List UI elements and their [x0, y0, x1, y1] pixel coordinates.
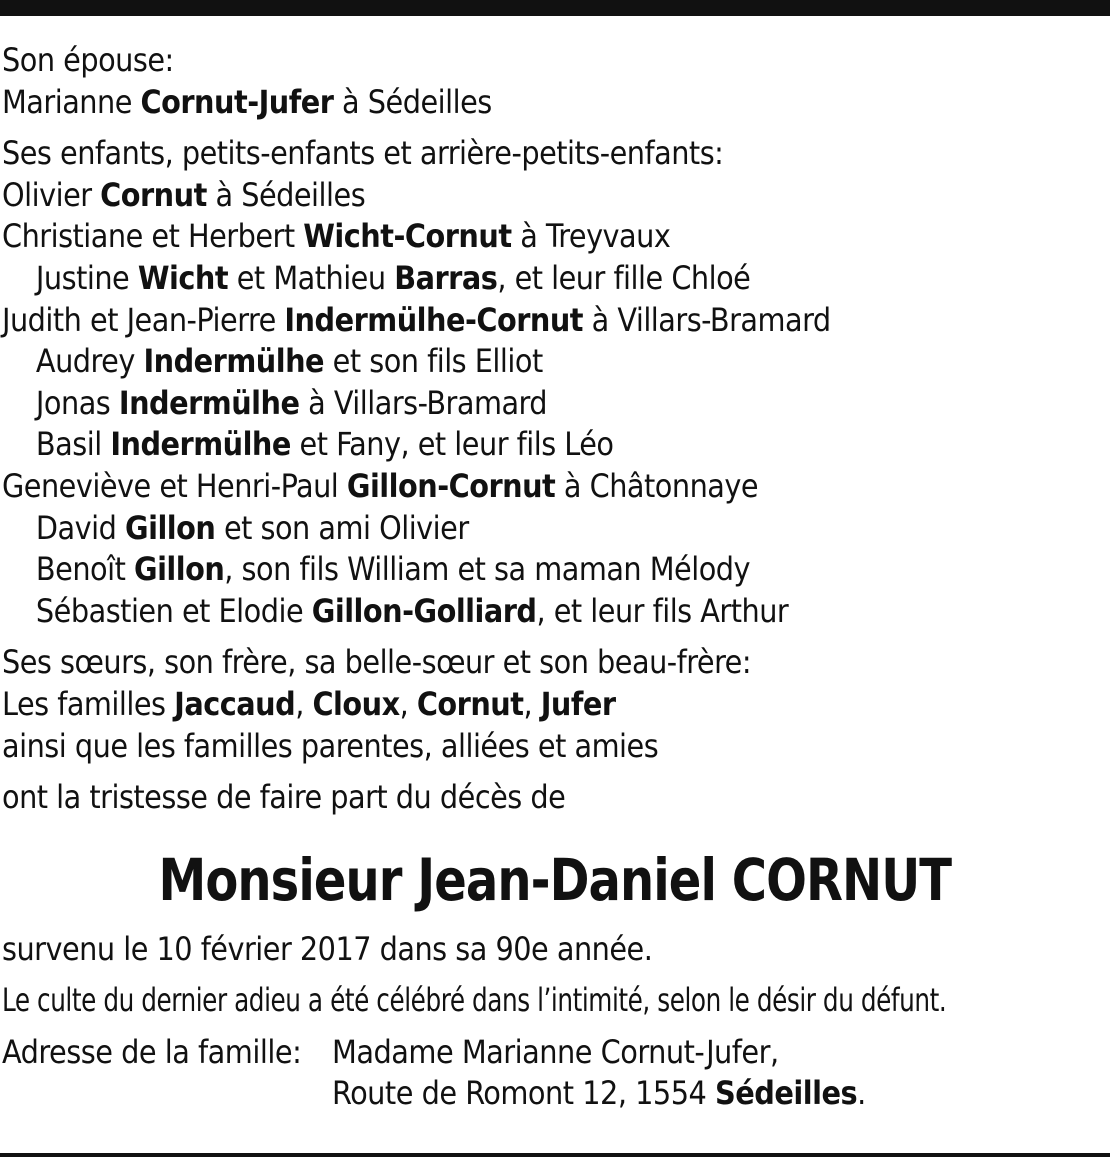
separator: , — [295, 684, 313, 723]
separator: , — [523, 684, 541, 723]
family-line — [2, 591, 1106, 633]
family-surname: Gillon-Golliard — [311, 591, 537, 630]
family-text: à Villars-Bramard — [299, 383, 548, 422]
family-surname: Indermülhe — [118, 383, 300, 422]
death-note: survenu le 10 février 2017 dans sa 90e année. — [2, 929, 653, 968]
family-line — [2, 424, 1106, 466]
family-text: à Sédeilles — [206, 175, 366, 214]
family-surname: Wicht — [137, 258, 229, 297]
spouse-label: Son épouse: — [2, 41, 174, 79]
top-rule — [0, 0, 1110, 16]
family-surname: Indermülhe — [110, 425, 291, 464]
spouse-last-name: Cornut-Jufer — [140, 82, 334, 121]
relatives-line: ainsi que les familles parentes, alliées et amies — [2, 726, 659, 765]
family-line — [2, 341, 1106, 383]
obituary-notice — [2, 40, 1108, 1115]
address-street: Route de Romont 12, 1554 — [332, 1074, 715, 1113]
deceased-name-text: Monsieur Jean-Daniel CORNUT — [158, 845, 952, 914]
family-surname: Gillon-Cornut — [346, 466, 556, 505]
family-text: Judith et Jean-Pierre — [2, 300, 285, 339]
address-lines — [332, 1032, 866, 1115]
family-line — [2, 466, 1106, 508]
family-line — [2, 549, 1106, 591]
deceased-name — [2, 845, 1108, 915]
children-label: Ses enfants, petits-enfants et arrière-petits-enfants: — [2, 134, 724, 173]
spouse-first-name: Marianne — [2, 82, 132, 121]
family-line — [2, 216, 1106, 258]
family-text: à Châtonnaye — [555, 466, 759, 505]
spouse-line — [2, 82, 1106, 124]
address-period: . — [857, 1074, 866, 1113]
families-line — [2, 684, 1106, 726]
siblings-label: Ses sœurs, son frère, sa belle-sœur et son beau-frère: — [2, 643, 752, 682]
family-text: , et leur fils Arthur — [536, 591, 789, 630]
family-text: et Fany, et leur fils Léo — [290, 425, 614, 464]
bottom-rule — [0, 1153, 1110, 1157]
family-text: à Treyvaux — [511, 217, 671, 256]
ceremony-note — [2, 980, 1106, 1022]
family-surname: Wicht-Cornut — [303, 217, 512, 256]
family-surname: Cornut — [100, 175, 207, 214]
family-text: , son fils William et sa maman Mélody — [224, 550, 751, 589]
family-surname: Jaccaud — [174, 684, 296, 723]
address-label: Adresse de la famille: — [2, 1032, 302, 1071]
family-text: Jonas — [35, 383, 119, 422]
family-surname: Cornut — [416, 684, 524, 723]
family-text: Christiane et Herbert — [2, 217, 304, 256]
family-text: à Villars-Bramard — [583, 300, 831, 339]
family-text: , et leur fille Chloé — [497, 258, 751, 297]
family-line — [2, 175, 1106, 217]
family-text: Geneviève et Henri-Paul — [2, 466, 347, 505]
separator: , — [399, 684, 417, 723]
family-address — [2, 1032, 1108, 1115]
family-line — [2, 258, 1106, 300]
family-surname: Gillon — [125, 508, 216, 547]
family-text: David — [35, 508, 126, 547]
family-text: et son fils Elliot — [324, 342, 543, 381]
family-surname: Jufer — [540, 684, 616, 723]
family-surname: Gillon — [133, 550, 225, 589]
family-line — [2, 508, 1106, 550]
family-text: Sébastien et Elodie — [35, 591, 312, 630]
address-line-1: Madame Marianne Cornut-Jufer, — [332, 1032, 779, 1071]
ceremony-text: Le culte du dernier adieu a été célébré dans l’intimité, selon le désir du défunt. — [2, 981, 947, 1020]
family-text: Olivier — [2, 175, 101, 214]
family-text: Benoît — [35, 550, 134, 589]
family-list — [2, 175, 1108, 633]
announcement-line: ont la tristesse de faire part du décès de — [2, 778, 566, 817]
family-line — [2, 300, 1106, 342]
family-text: Audrey — [35, 342, 144, 381]
family-text: et son ami Olivier — [215, 508, 469, 547]
family-surname: Indermülhe-Cornut — [284, 300, 584, 339]
family-surname: Indermülhe — [143, 342, 325, 381]
address-city: Sédeilles — [715, 1074, 858, 1113]
family-text: Justine — [35, 258, 138, 297]
address-line-2 — [332, 1073, 866, 1115]
family-surname: Barras — [394, 258, 498, 297]
family-text: et Mathieu — [228, 258, 395, 297]
spouse-place: à Sédeilles — [342, 82, 492, 121]
family-text: Basil — [35, 425, 111, 464]
family-surname: Cloux — [312, 684, 400, 723]
family-line — [2, 383, 1106, 425]
families-prefix: Les familles — [2, 684, 175, 723]
